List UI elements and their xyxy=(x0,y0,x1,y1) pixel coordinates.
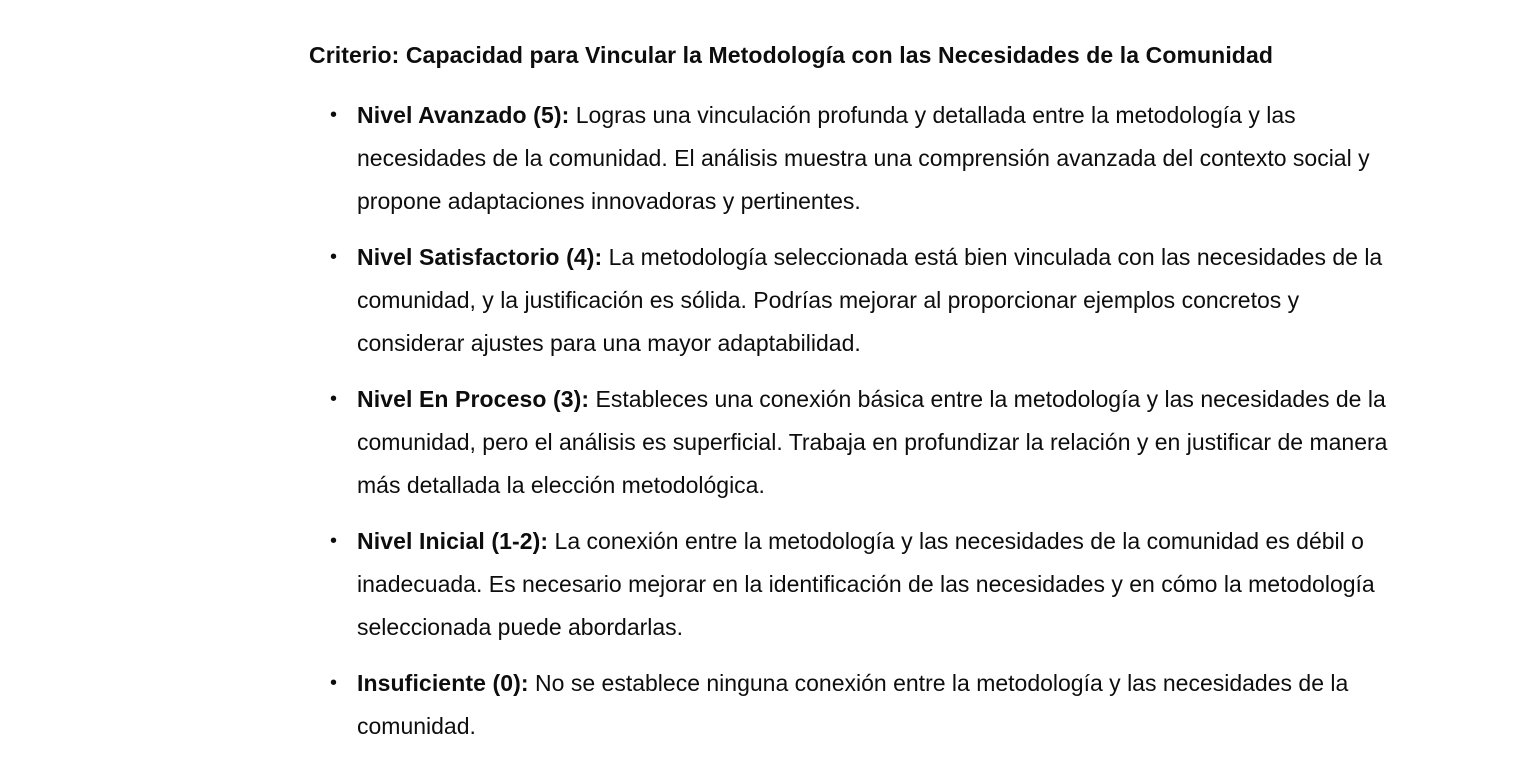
rubric-item-nivel-en-proceso xyxy=(330,378,1402,507)
level-description: La conexión entre la metodología y las necesidades de la comunidad es débil o inadecuada. Es necesario mejorar en la identificación de las necesidades y en cómo la metodología seleccionada puede abordarlas. xyxy=(357,528,1375,640)
level-description: No se establece ninguna conexión entre la metodología y las necesidades de la comunidad. xyxy=(357,670,1349,739)
level-description: La metodología seleccionada está bien vinculada con las necesidades de la comunidad, y la justificación es sólida. Podrías mejorar al proporcionar ejemplos concretos y considerar ajustes para una mayor adaptabilidad. xyxy=(357,244,1383,356)
rubric-item-nivel-satisfactorio xyxy=(330,236,1402,365)
bullet-icon: • xyxy=(330,388,338,410)
rubric-item-nivel-avanzado xyxy=(330,94,1402,223)
bullet-icon: • xyxy=(330,672,338,694)
level-description: Estableces una conexión básica entre la metodología y las necesidades de la comunidad, pero el análisis es superficial. Trabaja en profundizar la relación y en justificar de manera más detallada la elección metodológica. xyxy=(357,386,1388,498)
rubric-item-nivel-inicial xyxy=(330,520,1402,649)
level-label: Nivel Satisfactorio (4): xyxy=(357,244,603,270)
criterion-heading: Criterio: Capacidad para Vincular la Metodología con las Necesidades de la Comunidad xyxy=(309,42,1273,68)
bullet-icon: • xyxy=(330,104,338,126)
level-label: Insuficiente (0): xyxy=(357,670,529,696)
rubric-item-insuficiente xyxy=(330,662,1402,748)
bullet-icon: • xyxy=(330,246,338,268)
level-label: Nivel En Proceso (3): xyxy=(357,386,590,412)
level-label: Nivel Inicial (1-2): xyxy=(357,528,549,554)
rubric-list xyxy=(309,94,1536,748)
bullet-icon: • xyxy=(330,530,338,552)
level-description: Logras una vinculación profunda y detallada entre la metodología y las necesidades de la comunidad. El análisis muestra una comprensión avanzada del contexto social y propone adaptaciones innovadoras y pertinentes. xyxy=(357,102,1370,214)
level-label: Nivel Avanzado (5): xyxy=(357,102,570,128)
